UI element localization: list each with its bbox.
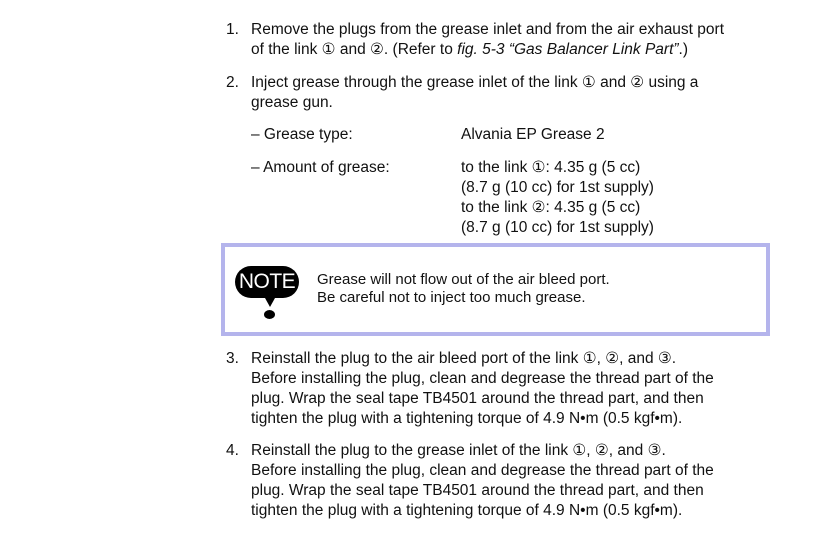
note-icon: [235, 266, 303, 324]
step-line: Inject grease through the grease inlet of the link ① and ② using a: [251, 74, 699, 91]
step-number: 4.: [226, 442, 239, 459]
step-line: of the link ① and ②. (Refer to fig. 5-3 “Gas Balancer Link Part”.): [251, 41, 689, 58]
spec-label: – Grease type:: [251, 126, 353, 143]
spec-label: – Amount of grease:: [251, 159, 390, 176]
step-4: [226, 441, 786, 521]
step-line: plug. Wrap the seal tape TB4501 around the thread part, and then: [251, 390, 704, 407]
step-number: 1.: [226, 21, 239, 38]
step-3: [226, 349, 786, 429]
step-1: [226, 20, 786, 60]
note-dot-icon: [264, 310, 275, 319]
spec-value: Alvania EP Grease 2: [461, 126, 605, 143]
spec-value: to the link ①: 4.35 g (5 cc) (8.7 g (10 cc) for 1st supply) to the link ②: 4.35 g (5 cc) (8.7 g (10 cc) for 1st supply): [461, 159, 654, 236]
step-line: tighten the plug with a tightening torque of 4.9 N•m (0.5 kgf•m).: [251, 410, 683, 427]
note-badge: NOTE: [235, 266, 299, 298]
step-text: [251, 73, 786, 113]
step-line: grease gun.: [251, 94, 333, 111]
step-number: 2.: [226, 74, 239, 91]
step-line: Before installing the plug, clean and degrease the thread part of the: [251, 462, 714, 479]
step-text: [251, 20, 786, 60]
step-line: Reinstall the plug to the grease inlet of the link ①, ②, and ③.: [251, 442, 666, 459]
step-2: [226, 73, 786, 113]
note-pointer-icon: [265, 298, 275, 307]
step-line: Reinstall the plug to the air bleed port of the link ①, ②, and ③.: [251, 350, 677, 367]
note-box: [221, 243, 770, 336]
step-line: tighten the plug with a tightening torque of 4.9 N•m (0.5 kgf•m).: [251, 502, 683, 519]
note-text: Grease will not flow out of the air bleed port. Be careful not to inject too much grease.: [317, 271, 610, 306]
step-text: [251, 441, 786, 521]
step-line: Before installing the plug, clean and degrease the thread part of the: [251, 370, 714, 387]
figure-reference: fig. 5-3 “Gas Balancer Link Part”: [457, 41, 679, 58]
step-line: plug. Wrap the seal tape TB4501 around the thread part, and then: [251, 482, 704, 499]
step-text: [251, 349, 786, 429]
step-number: 3.: [226, 350, 239, 367]
step-line: Remove the plugs from the grease inlet and from the air exhaust port: [251, 21, 724, 38]
